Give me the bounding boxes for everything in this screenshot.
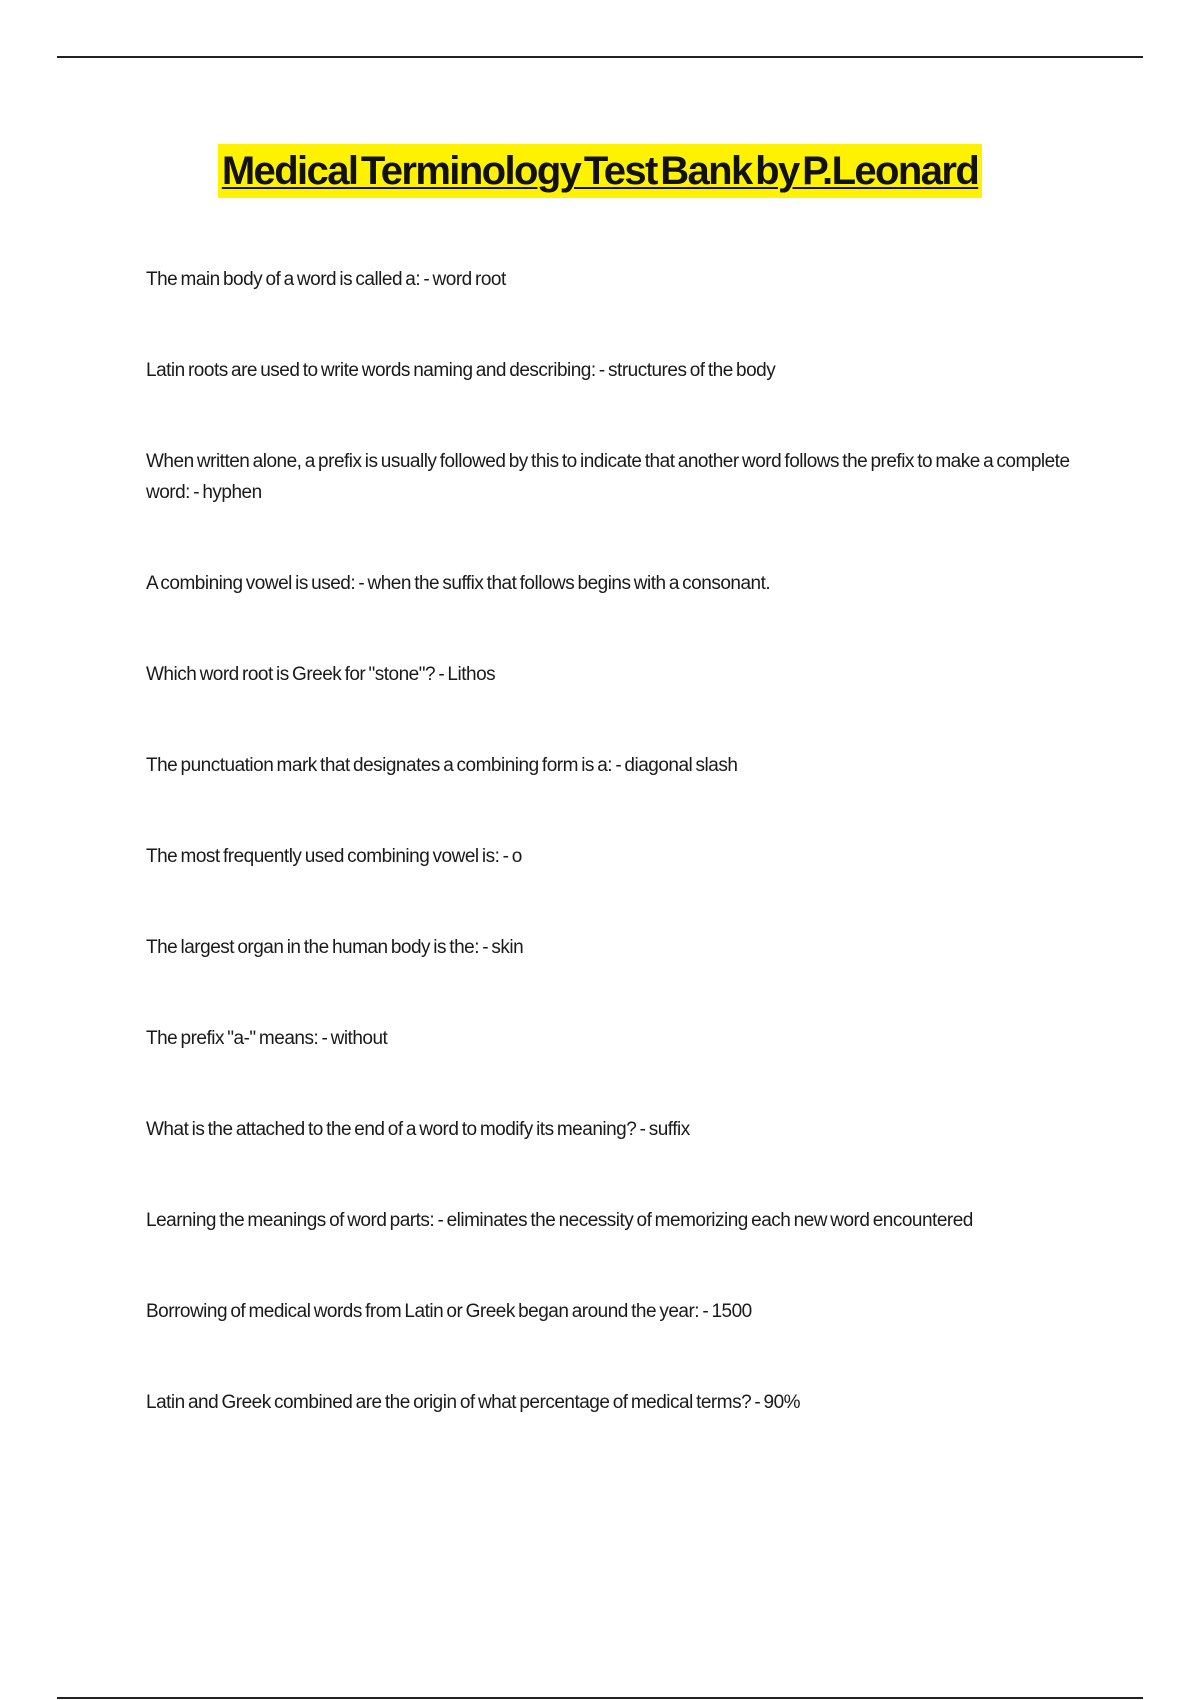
bottom-divider — [57, 1697, 1143, 1699]
question-answer-list — [146, 264, 1086, 1478]
qa-item: Latin roots are used to write words naming and describing: - structures of the body — [146, 360, 776, 381]
qa-item: The most frequently used combining vowel is: - o — [146, 846, 522, 867]
qa-item: The punctuation mark that designates a combining form is a: - diagonal slash — [146, 755, 738, 776]
qa-item: A combining vowel is used: - when the suffix that follows begins with a consonant. — [146, 573, 771, 594]
qa-item: What is the attached to the end of a word to modify its meaning? - suffix — [146, 1119, 690, 1140]
qa-item: Which word root is Greek for "stone"? - Lithos — [146, 664, 496, 685]
qa-item: The main body of a word is called a: - word root — [146, 269, 506, 290]
qa-item: The largest organ in the human body is the: - skin — [146, 937, 524, 958]
top-divider — [57, 56, 1143, 58]
qa-item: The prefix "a-" means: - without — [146, 1028, 388, 1049]
qa-item: Learning the meanings of word parts: - eliminates the necessity of memorizing each new word encountered — [146, 1210, 973, 1231]
document-title: Medical Terminology Test Bank by P.Leonard — [218, 144, 982, 198]
qa-item: Borrowing of medical words from Latin or Greek began around the year: - 1500 — [146, 1301, 752, 1322]
qa-item: Latin and Greek combined are the origin of what percentage of medical terms? - 90% — [146, 1392, 801, 1413]
title-container — [0, 144, 1200, 198]
qa-item: When written alone, a prefix is usually followed by this to indicate that another word follows the prefix to make a complete word: - hyphen — [146, 451, 1070, 503]
